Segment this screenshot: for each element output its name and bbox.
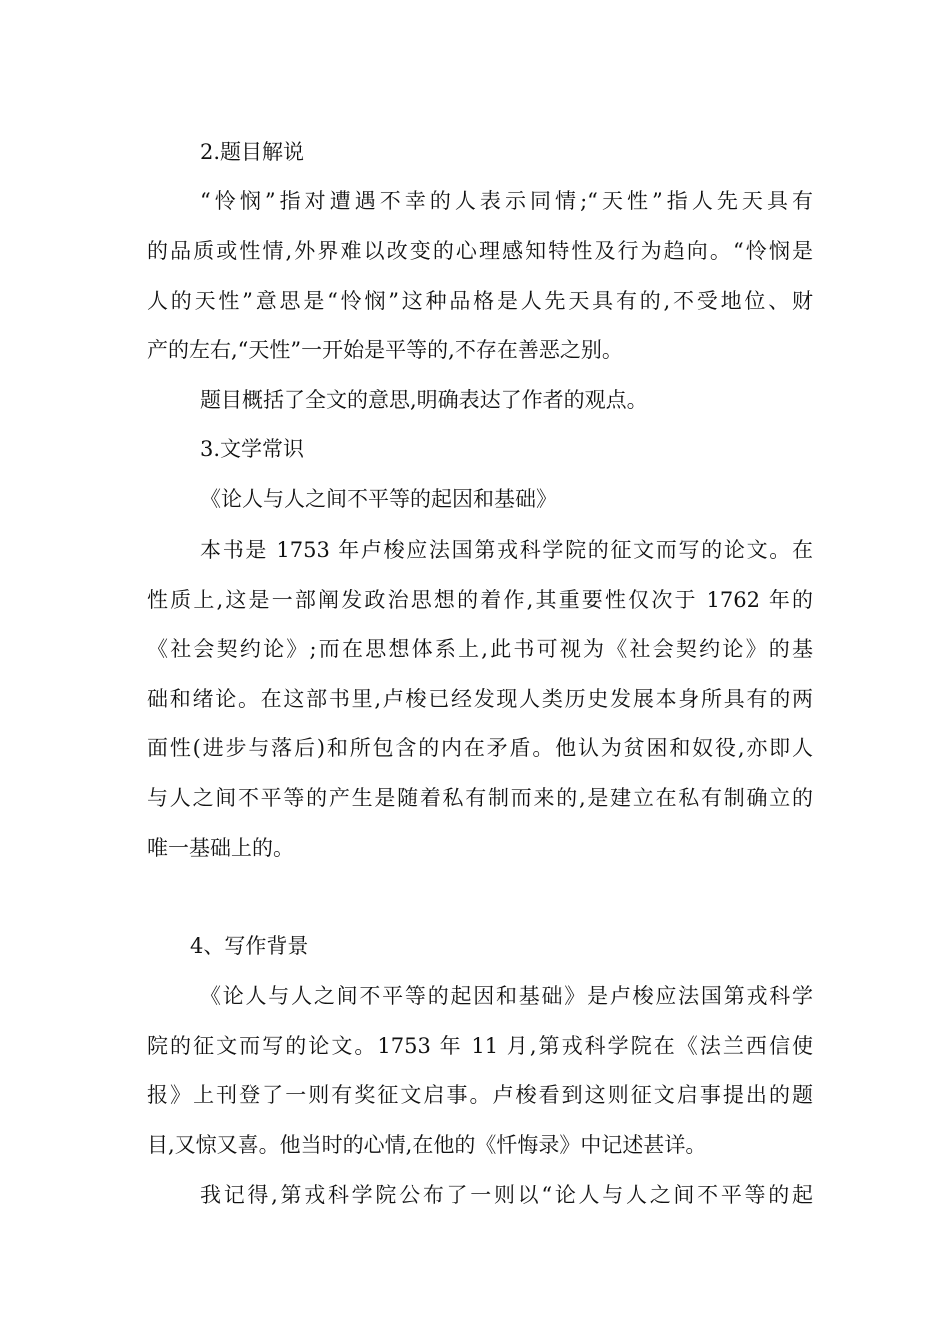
book-title: 《论人与人之间不平等的起因和基础》 — [200, 487, 557, 511]
paragraph-line: 与人之间不平等的产生是随着私有制而来的,是建立在私有制确立的 — [147, 786, 813, 810]
paragraph-line: 唯一基础上的。 — [147, 836, 294, 860]
paragraph-line: 题目概括了全文的意思,明确表达了作者的观点。 — [200, 388, 648, 412]
paragraph-line: 报》上刊登了一则有奖征文启事。卢梭看到这则征文启事提出的题 — [147, 1083, 813, 1107]
section-heading: 3.文学常识 — [200, 437, 305, 461]
paragraph-line: 产的左右,“天性”一开始是平等的,不存在善恶之别。 — [147, 338, 623, 362]
paragraph-line: 我记得,第戎科学院公布了一则以“论人与人之间不平等的起 — [200, 1183, 813, 1207]
paragraph-line: 《社会契约论》;而在思想体系上,此书可视为《社会契约论》的基 — [147, 637, 813, 661]
paragraph-line: 人的天性”意思是“怜悯”这种品格是人先天具有的,不受地位、财 — [147, 289, 813, 313]
paragraph-line: 的品质或性情,外界难以改变的心理感知特性及行为趋向。“怜悯是 — [147, 239, 813, 263]
section-heading: 2.题目解说 — [200, 140, 305, 164]
section-heading: 4、写作背景 — [190, 934, 309, 958]
paragraph-line: 面性(进步与落后)和所包含的内在矛盾。他认为贫困和奴役,亦即人 — [147, 736, 813, 760]
paragraph-line: 院的征文而写的论文。1753 年 11 月,第戎科学院在《法兰西信使 — [147, 1034, 813, 1058]
paragraph-line: 目,又惊又喜。他当时的心情,在他的《忏悔录》中记述甚详。 — [147, 1133, 707, 1157]
paragraph-line: 性质上,这是一部阐发政治思想的着作,其重要性仅次于 1762 年的 — [147, 588, 813, 612]
paragraph-line: “怜悯”指对遭遇不幸的人表示同情;“天性”指人先天具有 — [200, 189, 813, 213]
paragraph-line: 《论人与人之间不平等的起因和基础》是卢梭应法国第戎科学 — [200, 984, 813, 1008]
paragraph-line: 础和绪论。在这部书里,卢梭已经发现人类历史发展本身所具有的两 — [147, 687, 813, 711]
paragraph-line: 本书是 1753 年卢梭应法国第戎科学院的征文而写的论文。在 — [200, 538, 813, 562]
